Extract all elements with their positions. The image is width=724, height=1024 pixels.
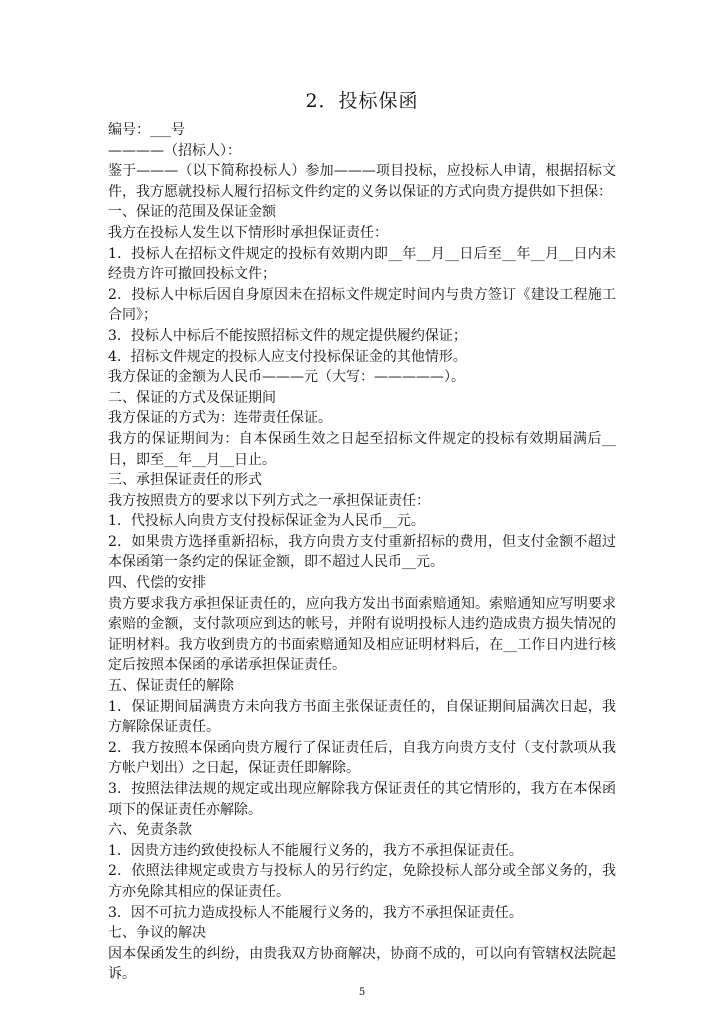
document-paragraph: 1．保证期间届满贵方未向我方书面主张保证责任的，自保证期间届满次日起，我方解除保证责任。 [108,698,616,736]
document-paragraph: 五、保证责任的解除 [108,678,234,695]
document-title: 2．投标保函 [305,90,419,112]
document-paragraph: ————（招标人）： [108,142,241,159]
document-paragraph: 二、保证的方式及保证期间 [108,389,276,406]
document-paragraph: 2．依照法律规定或贵方与投标人的另行约定，免除投标人部分或全部义务的，我方亦免除其相应的保证责任。 [108,863,616,900]
document-paragraph: 我方按照贵方的要求以下列方式之一承担保证责任： [108,492,430,509]
document-paragraph: 1．代投标人向贵方支付投标保证金为人民币__元。 [108,513,425,530]
document-paragraph: 三、承担保证责任的形式 [108,472,262,489]
document-paragraph: 我方保证的金额为人民币———元（大写：—————）。 [108,369,465,386]
document-paragraph: 鉴于———（以下简称投标人）参加———项目投标，应投标人申请，根据招标文件，我方愿就投标人履行招标文件约定的义务以保证的方式向贵方提供如下担保： [108,163,616,200]
document-paragraph: 1．因贵方违约致使投标人不能履行义务的，我方不承担保证责任。 [108,842,523,859]
document-paragraph: 3．投标人中标后不能按照招标文件的规定提供履约保证； [108,327,467,344]
document-paragraph: 2．我方按照本保函向贵方履行了保证责任后，自我方向贵方支付（支付款项从我方帐户划出）之日起，保证责任即解除。 [108,739,616,777]
document-paragraph: 七、争议的解决 [108,925,206,942]
document-paragraph: 贵方要求我方承担保证责任的，应向我方发出书面索赔通知。索赔通知应写明要求索赔的金额，支付款项应到达的帐号，并附有说明投标人违约造成贵方损失情况的证明材料。我方收到贵方的书面索赔通知及相应证明材料后，在__工作日内进行核定后按照本保函的承诺承担保证责任。 [108,595,616,674]
document-paragraph: 四、代偿的安排 [108,575,206,592]
document-paragraph: 3．因不可抗力造成投标人不能履行义务的，我方不承担保证责任。 [108,904,523,921]
document-paragraph: 2．投标人中标后因自身原因未在招标文件规定时间内与贵方签订《建设工程施工合同》； [108,286,616,324]
document-body [108,120,616,985]
document-paragraph: 六、免责条款 [108,822,192,839]
document-paragraph: 编号：___号 [108,122,185,138]
document-paragraph: 我方的保证期间为：自本保函生效之日起至招标文件规定的投标有效期届满后__日，即至__年__月__日止。 [108,430,616,468]
document-paragraph: 2．如果贵方选择重新招标，我方向贵方支付重新招标的费用，但支付金额不超过本保函第一条约定的保证金额，即不超过人民币__元。 [108,533,616,571]
page-number: 5 [358,987,366,998]
document-paragraph: 我方保证的方式为：连带责任保证。 [108,410,332,427]
document-paragraph: 4．招标文件规定的投标人应支付投标保证金的其他情形。 [108,348,467,365]
document-paragraph: 一、保证的范围及保证金额 [108,204,276,221]
document-paragraph: 我方在投标人发生以下情形时承担保证责任： [108,224,388,241]
document-paragraph: 因本保函发生的纠纷，由贵我双方协商解决，协商不成的，可以向有管辖权法院起诉。 [108,945,616,983]
document-paragraph: 1．投标人在招标文件规定的投标有效期内即__年__月__日后至__年__月__日内未经贵方许可撤回投标文件； [108,245,616,283]
document-paragraph: 3．按照法律法规的规定或出现应解除我方保证责任的其它情形的，我方在本保函项下的保证责任亦解除。 [108,781,616,818]
